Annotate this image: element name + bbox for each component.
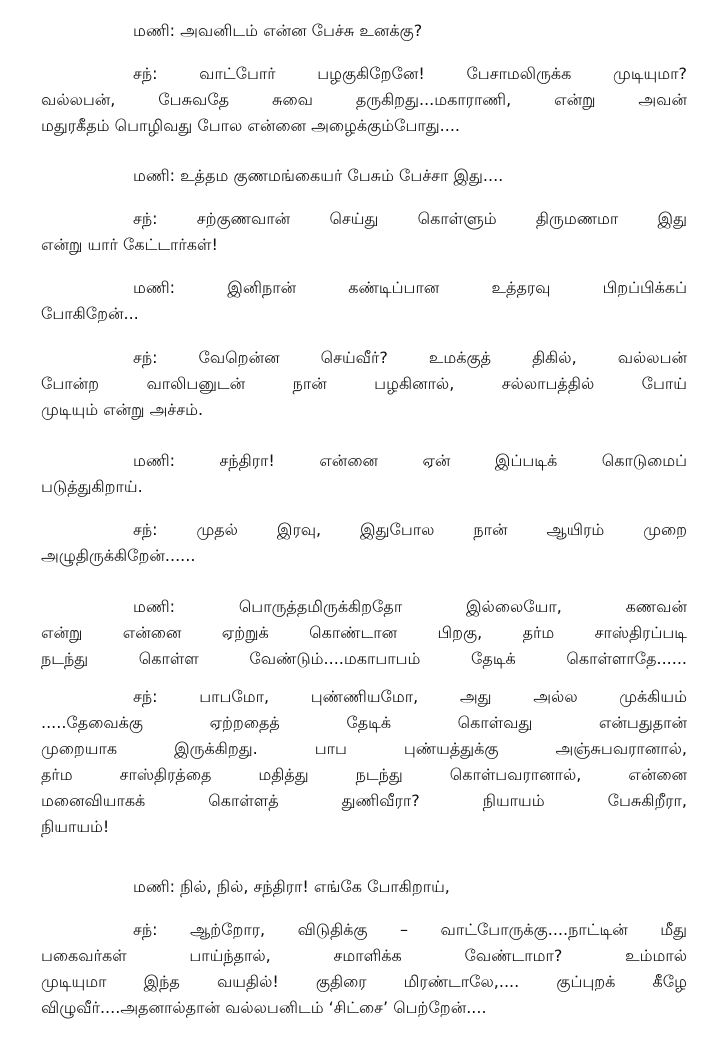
dialogue-paragraph-mani <box>41 874 687 900</box>
dialogue-line: மனைவியாகக் கொள்ளத் துணிவீரா? நியாயம் பேசுகிறீரா, <box>41 791 687 810</box>
dialogue-line: படுத்துகிறாய். <box>41 477 143 496</box>
dialogue-line: நடந்து கொள்ள வேண்டும்....மகாபாபம் தேடிக் கொள்ளாதே...... <box>41 649 687 668</box>
dialogue-paragraph-mani <box>41 163 687 189</box>
dialogue-paragraph-chandra <box>41 517 687 569</box>
dialogue-line: தர்ம சாஸ்திரத்தை மதித்து நடந்து கொள்பவரானால், என்னை <box>41 765 687 784</box>
dialogue-line: என்று என்னை ஏற்றுக் கொண்டான பிறகு, தர்ம சாஸ்திரப்படி <box>41 623 687 642</box>
dialogue-line: சந்: ஆற்றோர, விடுதிக்கு – வாட்போருக்கு....நாட்டின் மீது <box>133 920 687 939</box>
dialogue-line: மணி: இனிநான் கண்டிப்பான உத்தரவு பிறப்பிக்கப் <box>133 278 687 297</box>
dialogue-line: சந்: சற்குணவான் செய்து கொள்ளும் திருமணமா இது <box>133 209 687 228</box>
dialogue-paragraph-mani <box>41 594 687 672</box>
dialogue-line: மணி: பொருத்தமிருக்கிறதோ இல்லையோ, கணவன் <box>133 597 687 616</box>
dialogue-line: .....தேவைக்கு ஏற்றதைத் தேடிக் கொள்வது என்பதுதான் <box>41 713 687 732</box>
dialogue-line: நியாயம்! <box>41 817 110 836</box>
dialogue-paragraph-chandra <box>41 684 687 840</box>
dialogue-paragraph-chandra <box>41 917 687 1021</box>
dialogue-line: அழுதிருக்கிறேன்...... <box>41 546 196 565</box>
dialogue-line: சந்: முதல் இரவு, இதுபோல நான் ஆயிரம் முறை <box>133 520 687 539</box>
dialogue-line: முடியுமா இந்த வயதில்! குதிரை மிரண்டாலே,.... குப்புறக் கீழே <box>41 972 687 991</box>
dialogue-line: மதுரகீதம் பொழிவது போல என்னை அழைக்கும்போது.... <box>41 116 460 135</box>
dialogue-line: சந்: வேறென்ன செய்வீர்? உமக்குத் திகில், வல்லபன் <box>133 348 687 367</box>
dialogue-line: முறையாக இருக்கிறது. பாப புண்யத்துக்கு அஞ்சுபவரானால், <box>41 739 687 758</box>
dialogue-line: போகிறேன்... <box>41 304 139 323</box>
dialogue-line: போன்ற வாலிபனுடன் நான் பழகினால், சல்லாபத்தில் போய் <box>41 374 687 393</box>
dialogue-paragraph-chandra <box>41 345 687 423</box>
dialogue-paragraph-mani <box>41 18 687 44</box>
dialogue-line: மணி: நில், நில், சந்திரா! எங்கே போகிறாய், <box>133 877 450 896</box>
dialogue-paragraph-mani <box>41 275 687 327</box>
dialogue-line: வல்லபன், பேசுவதே சுவை தருகிறது...மகாராணி, என்று அவன் <box>41 90 687 109</box>
dialogue-line: சந்: பாபமோ, புண்ணியமோ, அது அல்ல முக்கியம் <box>133 687 687 706</box>
dialogue-line: விழுவீர்....அதனால்தான் வல்லபனிடம் ‘சிட்சை’ பெற்றேன்.... <box>41 998 487 1017</box>
dialogue-line: பகைவர்கள் பாய்ந்தால், சமாளிக்க வேண்டாமா? உம்மால் <box>41 946 687 965</box>
dialogue-line: மணி: அவனிடம் என்ன பேச்சு உனக்கு? <box>133 21 423 40</box>
dialogue-line: என்று யார் கேட்டார்கள்! <box>41 235 218 254</box>
dialogue-line: மணி: உத்தம குணமங்கையர் பேசும் பேச்சா இது.... <box>133 166 504 185</box>
dialogue-paragraph-chandra <box>41 206 687 258</box>
dialogue-line: முடியும் என்று அச்சம். <box>41 400 204 419</box>
dialogue-line: மணி: சந்திரா! என்னை ஏன் இப்படிக் கொடுமைப் <box>133 451 687 470</box>
dialogue-line: சந்: வாட்போர் பழகுகிறேனே! பேசாமலிருக்க முடியுமா? <box>133 64 687 83</box>
dialogue-paragraph-chandra <box>41 61 687 139</box>
dialogue-paragraph-mani <box>41 448 687 500</box>
